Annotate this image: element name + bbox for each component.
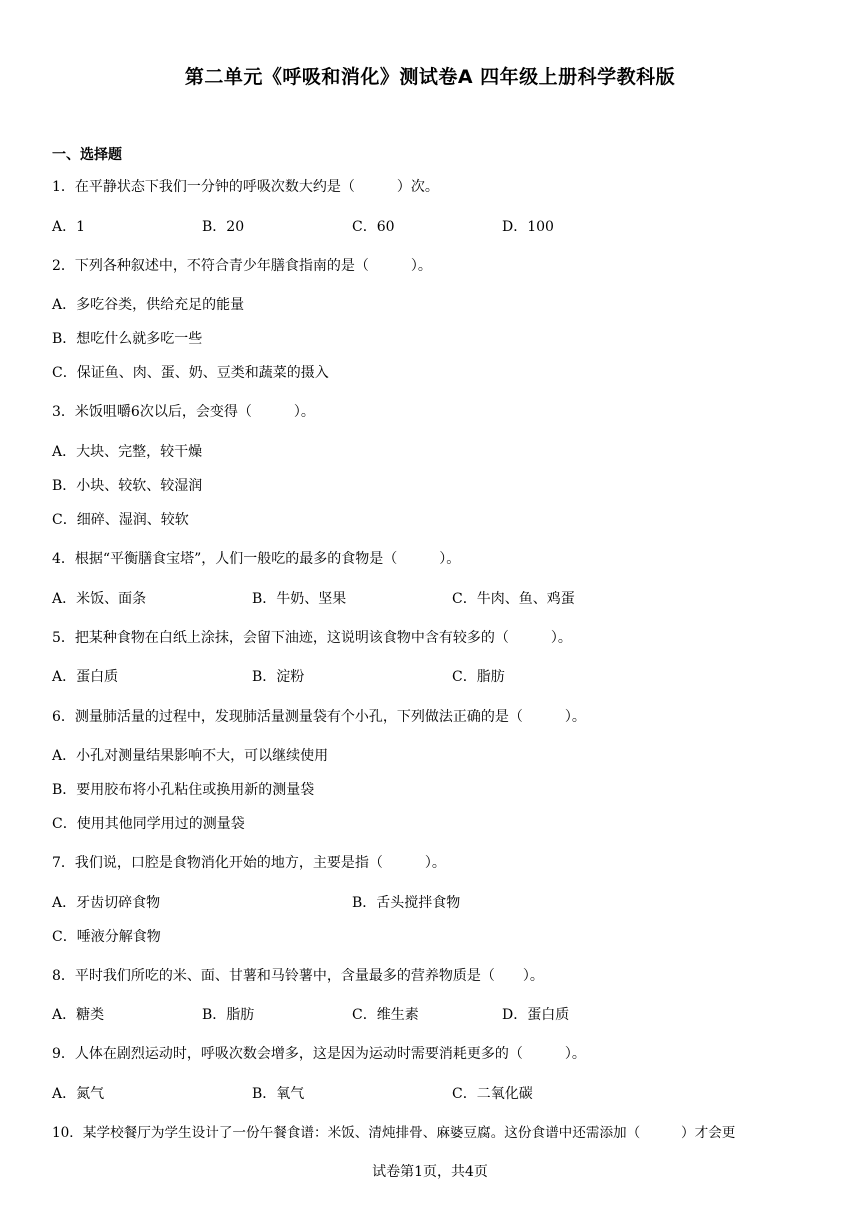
- q8-option-c: C．维生素: [352, 1007, 419, 1023]
- q5-option-c: C．脂肪: [452, 669, 505, 685]
- q3-option-a: A．大块、完整，较干燥: [52, 444, 203, 460]
- question-6: 6．测量肺活量的过程中，发现肺活量测量袋有个小孔，下列做法正确的是（ ）。: [52, 709, 586, 725]
- question-9: 9．人体在剧烈运动时，呼吸次数会增多，这是因为运动时需要消耗更多的（ ）。: [52, 1046, 586, 1062]
- q3-option-b: B．小块、较软、较湿润: [52, 478, 203, 494]
- q3-option-c: C．细碎、湿润、较软: [52, 512, 189, 528]
- question-3: 3．米饭咀嚼6次以后，会变得（ ）。: [52, 404, 315, 420]
- question-2: 2．下列各种叙述中，不符合青少年膳食指南的是（ ）。: [52, 258, 432, 274]
- question-8: 8．平时我们所吃的米、面、甘薯和马铃薯中，含量最多的营养物质是（ ）。: [52, 968, 544, 984]
- q4-option-c: C．牛肉、鱼、鸡蛋: [452, 591, 575, 607]
- q4-option-a: A．米饭、面条: [52, 591, 147, 607]
- question-5: 5．把某种食物在白纸上涂抹，会留下油迹，这说明该食物中含有较多的（ ）。: [52, 630, 572, 646]
- question-1: 1．在平静状态下我们一分钟的呼吸次数大约是（ ）次。: [52, 179, 439, 195]
- section-heading: 一、选择题: [52, 147, 122, 163]
- q6-option-b: B．要用胶布将小孔粘住或换用新的测量袋: [52, 782, 315, 798]
- q2-option-c: C．保证鱼、肉、蛋、奶、豆类和蔬菜的摄入: [52, 365, 329, 381]
- q8-option-a: A．糖类: [52, 1007, 105, 1023]
- q6-option-c: C．使用其他同学用过的测量袋: [52, 816, 245, 832]
- q7-option-b: B．舌头搅拌食物: [352, 895, 461, 911]
- q9-option-c: C．二氧化碳: [452, 1086, 533, 1102]
- q5-option-a: A．蛋白质: [52, 669, 119, 685]
- page-title: 第二单元《呼吸和消化》测试卷A 四年级上册科学教科版: [184, 66, 676, 88]
- q1-option-c: C．60: [352, 219, 395, 235]
- question-7: 7．我们说，口腔是食物消化开始的地方，主要是指（ ）。: [52, 855, 446, 871]
- q6-option-a: A．小孔对测量结果影响不大，可以继续使用: [52, 748, 329, 764]
- page-footer: 试卷第1页，共4页: [372, 1164, 488, 1180]
- q1-option-a: A．1: [52, 219, 86, 235]
- q9-option-a: A．氮气: [52, 1086, 105, 1102]
- q8-option-d: D．蛋白质: [502, 1007, 570, 1023]
- q7-option-c: C．唾液分解食物: [52, 929, 161, 945]
- question-4: 4．根据“平衡膳食宝塔”，人们一般吃的最多的食物是（ ）。: [52, 551, 461, 567]
- q4-option-b: B．牛奶、坚果: [252, 591, 347, 607]
- q2-option-a: A．多吃谷类，供给充足的能量: [52, 297, 245, 313]
- question-10: 10．某学校餐厅为学生设计了一份午餐食谱：米饭、清炖排骨、麻婆豆腐。这份食谱中还需添加（ ）才会更: [52, 1125, 736, 1141]
- q5-option-b: B．淀粉: [252, 669, 305, 685]
- q9-option-b: B．氧气: [252, 1086, 305, 1102]
- q1-option-d: D．100: [502, 219, 554, 235]
- q1-option-b: B．20: [202, 219, 245, 235]
- q7-option-a: A．牙齿切碎食物: [52, 895, 161, 911]
- q8-option-b: B．脂肪: [202, 1007, 255, 1023]
- q2-option-b: B．想吃什么就多吃一些: [52, 331, 203, 347]
